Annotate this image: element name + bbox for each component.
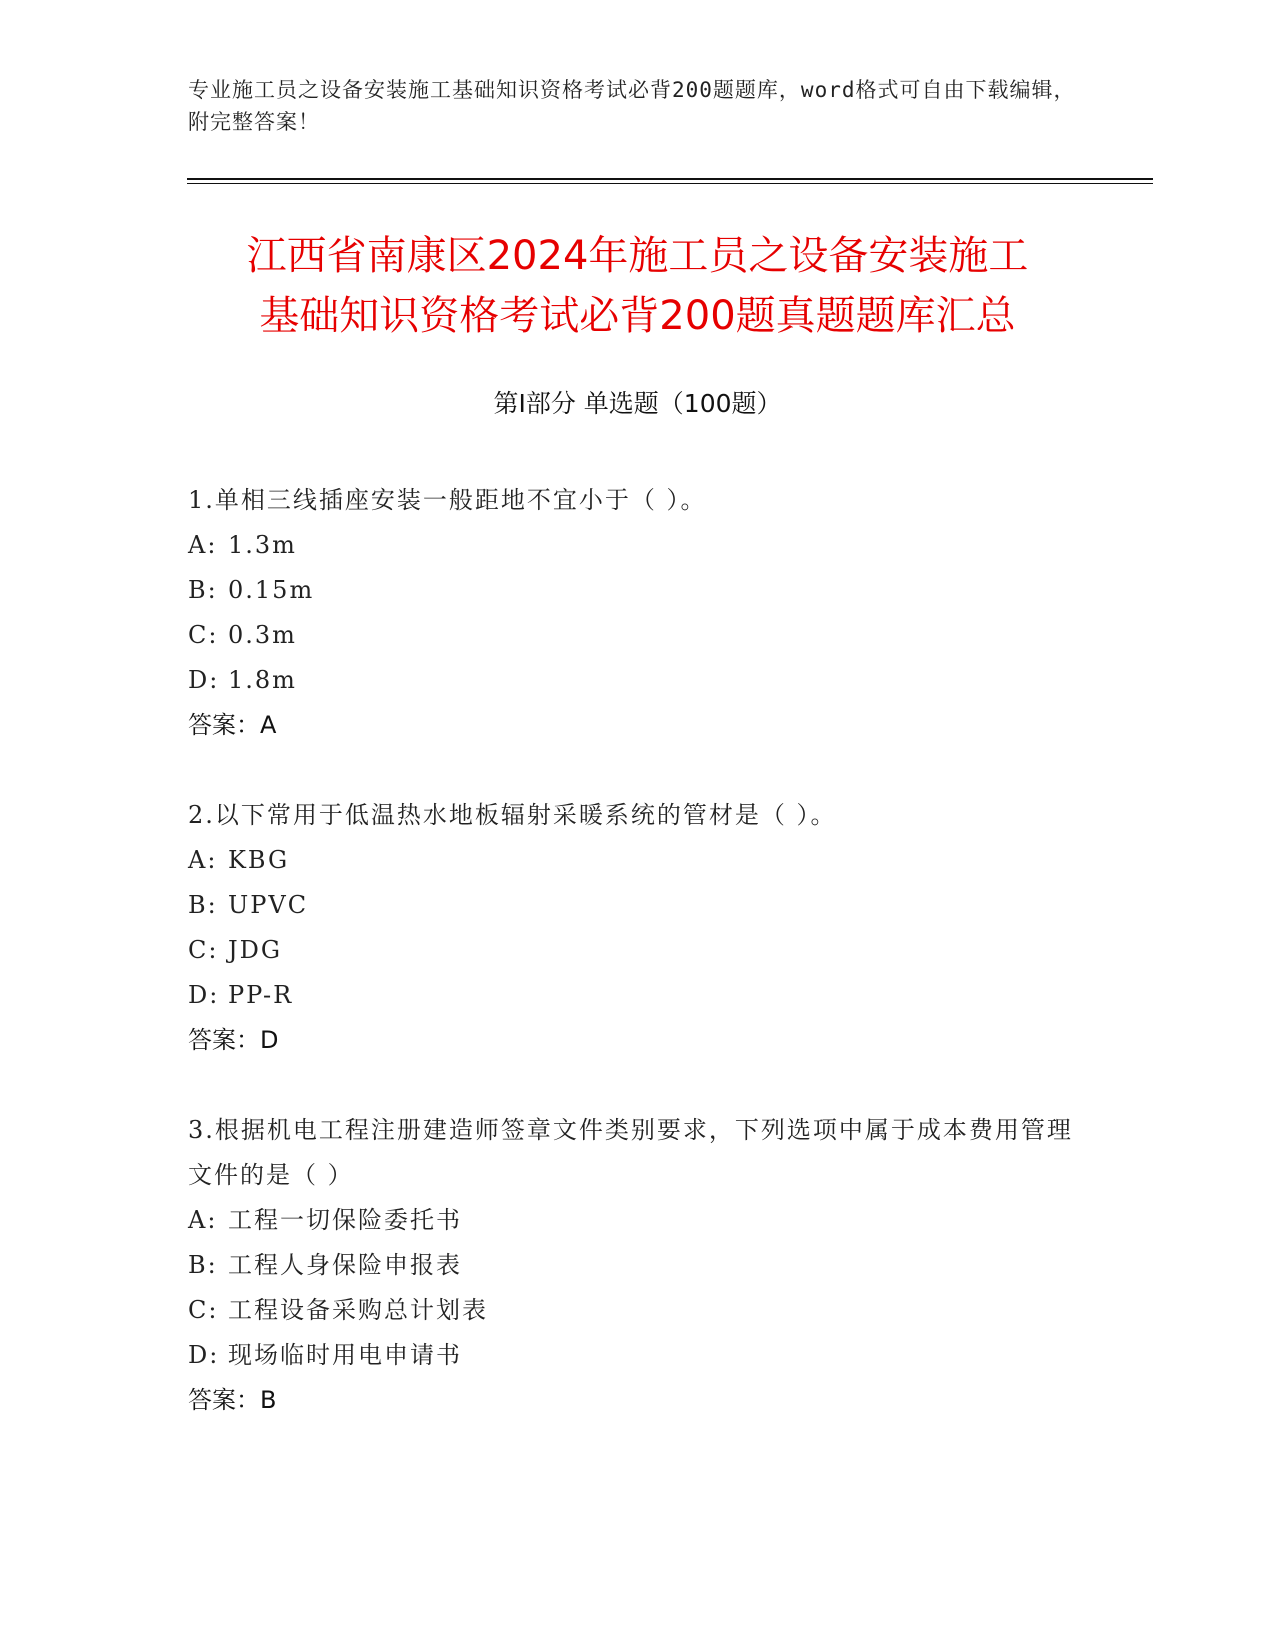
option-letter: D: bbox=[188, 666, 220, 694]
option-text: 工程一切保险委托书 bbox=[228, 1206, 462, 1234]
option-letter: B: bbox=[188, 891, 218, 919]
document-title bbox=[0, 226, 1275, 346]
option-text: 工程人身保险申报表 bbox=[228, 1251, 462, 1279]
option-a bbox=[188, 523, 1088, 568]
question-stem: 3.根据机电工程注册建造师签章文件类别要求，下列选项中属于成本费用管理文件的是（ ） bbox=[188, 1116, 1073, 1189]
document-title-line2: 基础知识资格考试必背200题真题题库汇总 bbox=[259, 293, 1016, 339]
option-text: 工程设备采购总计划表 bbox=[228, 1296, 488, 1324]
option-letter: C: bbox=[188, 621, 219, 649]
option-d bbox=[188, 658, 1088, 703]
option-c bbox=[188, 928, 1088, 973]
option-text: PP-R bbox=[228, 981, 294, 1009]
header-divider-thin bbox=[187, 183, 1153, 184]
answer-line: 答案：A bbox=[188, 711, 277, 739]
option-letter: A: bbox=[188, 846, 218, 874]
option-letter: D: bbox=[188, 981, 220, 1009]
answer-line: 答案：B bbox=[188, 1386, 277, 1414]
option-letter: C: bbox=[188, 936, 219, 964]
option-text: 1.3m bbox=[228, 531, 297, 559]
option-b bbox=[188, 568, 1088, 613]
question-2 bbox=[188, 793, 1088, 1063]
question-1 bbox=[188, 478, 1088, 748]
option-b bbox=[188, 1243, 1088, 1288]
option-c bbox=[188, 613, 1088, 658]
question-stem: 1.单相三线插座安装一般距地不宜小于（ ）。 bbox=[188, 486, 707, 514]
option-text: 现场临时用电申请书 bbox=[228, 1341, 462, 1369]
option-d bbox=[188, 973, 1088, 1018]
section-heading: 第Ⅰ部分 单选题（100题） bbox=[493, 389, 782, 418]
option-b bbox=[188, 883, 1088, 928]
option-a bbox=[188, 838, 1088, 883]
document-title-line1: 江西省南康区2024年施工员之设备安装施工 bbox=[246, 233, 1029, 279]
option-text: JDG bbox=[228, 936, 283, 964]
option-text: 0.3m bbox=[228, 621, 297, 649]
question-3 bbox=[188, 1108, 1088, 1423]
answer-line: 答案：D bbox=[188, 1026, 279, 1054]
option-d bbox=[188, 1333, 1088, 1378]
option-letter: B: bbox=[188, 1251, 218, 1279]
option-letter: A: bbox=[188, 1206, 218, 1234]
option-text: 0.15m bbox=[228, 576, 315, 604]
header-divider-thick bbox=[187, 178, 1153, 180]
question-list bbox=[188, 478, 1088, 1468]
option-text: 1.8m bbox=[228, 666, 297, 694]
option-letter: D: bbox=[188, 1341, 220, 1369]
header-note: 专业施工员之设备安装施工基础知识资格考试必背200题题库，word格式可自由下载编辑，附完整答案！ bbox=[188, 78, 1076, 134]
option-text: UPVC bbox=[228, 891, 309, 919]
option-letter: A: bbox=[188, 531, 218, 559]
option-text: KBG bbox=[228, 846, 290, 874]
question-stem: 2.以下常用于低温热水地板辐射采暖系统的管材是（ ）。 bbox=[188, 801, 837, 829]
option-letter: C: bbox=[188, 1296, 219, 1324]
option-c bbox=[188, 1288, 1088, 1333]
option-letter: B: bbox=[188, 576, 218, 604]
option-a bbox=[188, 1198, 1088, 1243]
